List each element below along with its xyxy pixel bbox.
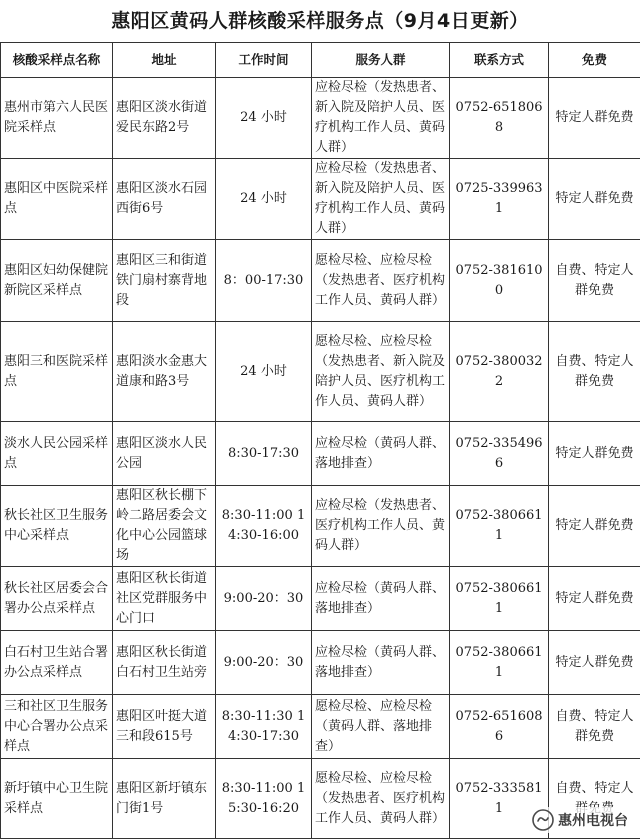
site-name-cell: 惠阳区中医院采样点 (1, 159, 113, 240)
address-cell: 惠阳淡水金惠大道康和路3号 (113, 322, 216, 422)
phone-cell: 0752-6516086 (450, 695, 549, 759)
service-population-cell: 应检尽检（发热患者、新入院及陪护人员、医疗机构工作人员、黄码人群） (312, 78, 450, 159)
site-name-cell: 惠阳区妇幼保健院新院区采样点 (1, 240, 113, 322)
phone-cell: 0752-3800322 (450, 322, 549, 422)
table-row (1, 159, 640, 240)
wechat-channel-icon (532, 809, 554, 831)
table-header-row (1, 43, 640, 78)
header-address: 地址 (113, 43, 216, 78)
site-name-cell: 秋长社区卫生服务中心采样点 (1, 486, 113, 567)
hours-cell: 8:30-17:30 (216, 422, 312, 486)
address-cell: 惠阳区秋长街道社区党群服务中心门口 (113, 567, 216, 631)
phone-cell: 0752-3335811 (450, 759, 549, 839)
phone-cell: 0752-6518068 (450, 78, 549, 159)
table-row (1, 422, 640, 486)
channel-watermark (528, 807, 632, 833)
table-row (1, 567, 640, 631)
table-row (1, 240, 640, 322)
fee-cell: 自费、特定人群免费 (549, 695, 640, 759)
address-cell: 惠阳区秋长街道白石村卫生站旁 (113, 631, 216, 695)
service-population-cell: 应检尽检（发热患者、新入院及陪护人员、医疗机构工作人员、黄码人群） (312, 159, 450, 240)
hours-cell: 9:00-20：30 (216, 567, 312, 631)
service-population-cell: 应检尽检（黄码人群、落地排查） (312, 422, 450, 486)
service-population-cell: 愿检尽检、应检尽检（黄码人群、落地排查） (312, 695, 450, 759)
hours-cell: 8:30-11:00 15:30-16:20 (216, 759, 312, 839)
sampling-sites-table (0, 42, 640, 839)
fee-cell: 特定人群免费 (549, 567, 640, 631)
fee-cell: 自费、特定人 (549, 759, 640, 839)
service-population-cell: 应检尽检（黄码人群、落地排查） (312, 631, 450, 695)
fee-cell: 自费、特定人群免费 (549, 322, 640, 422)
table-row (1, 695, 640, 759)
hours-cell: 24 小时 (216, 159, 312, 240)
service-population-cell: 应检尽检（黄码人群、落地排查） (312, 567, 450, 631)
phone-cell: 0752-3806611 (450, 631, 549, 695)
hours-cell: 9:00-20：30 (216, 631, 312, 695)
fee-cell: 特定人群免费 (549, 78, 640, 159)
address-cell: 惠阳区秋长棚下岭二路居委会文化中心公园篮球场 (113, 486, 216, 567)
address-cell: 惠阳区淡水街道爱民东路2号 (113, 78, 216, 159)
address-cell: 惠阳区淡水人民公园 (113, 422, 216, 486)
phone-cell: 0725-3399631 (450, 159, 549, 240)
fee-cell: 特定人群免费 (549, 159, 640, 240)
phone-cell: 0752-3354966 (450, 422, 549, 486)
service-population-cell: 应检尽检（发热患者、医疗机构工作人员、黄码人群） (312, 486, 450, 567)
watermark-text: 惠州电视台 (558, 813, 628, 829)
phone-cell: 0752-3816100 (450, 240, 549, 322)
site-name-cell: 淡水人民公园采样点 (1, 422, 113, 486)
site-name-cell: 三和社区卫生服务中心合署办公点采样点 (1, 695, 113, 759)
table-row (1, 486, 640, 567)
site-name-cell: 新圩镇中心卫生院采样点 (1, 759, 113, 839)
site-name-cell: 秋长社区居委会合署办公点采样点 (1, 567, 113, 631)
header-service-population: 服务人群 (312, 43, 450, 78)
address-cell: 惠阳区叶挺大道三和段615号 (113, 695, 216, 759)
service-population-cell: 愿检尽检、应检尽检（发热患者、医疗机构工作人员、黄码人群） (312, 759, 450, 839)
hours-cell: 8:30-11:00 14:30-16:00 (216, 486, 312, 567)
header-contact: 联系方式 (450, 43, 549, 78)
table-row (1, 322, 640, 422)
address-cell: 惠阳区三和街道铁门扇村寨背地段 (113, 240, 216, 322)
site-name-cell: 惠州市第六人民医院采样点 (1, 78, 113, 159)
table-row (1, 631, 640, 695)
table-row (1, 78, 640, 159)
page-title: 惠阳区黄码人群核酸采样服务点（9月4日更新） (111, 10, 529, 32)
address-cell: 惠阳区淡水石园西街6号 (113, 159, 216, 240)
phone-cell: 0752-3806611 (450, 567, 549, 631)
hours-cell: 8:30-11:30 14:30-17:30 (216, 695, 312, 759)
header-fee: 免费 (549, 43, 640, 78)
service-population-cell: 愿检尽检、应检尽检（发热患者、新入院及陪护人员、医疗机构工作人员、黄码人群） (312, 322, 450, 422)
fee-cell: 特定人群免费 (549, 631, 640, 695)
header-site-name: 核酸采样点名称 (1, 43, 113, 78)
fee-cell: 特定人群免费 (549, 486, 640, 567)
site-name-cell: 白石村卫生站合署办公点采样点 (1, 631, 113, 695)
site-name-cell: 惠阳三和医院采样点 (1, 322, 113, 422)
service-population-cell: 愿检尽检、应检尽检（发热患者、医疗机构工作人员、黄码人群） (312, 240, 450, 322)
fee-cell: 特定人群免费 (549, 422, 640, 486)
hours-cell: 24 小时 (216, 322, 312, 422)
fee-cell: 自费、特定人群免费 (549, 240, 640, 322)
hours-cell: 24 小时 (216, 78, 312, 159)
hours-cell: 8：00-17:30 (216, 240, 312, 322)
address-cell: 惠阳区新圩镇东门街1号 (113, 759, 216, 839)
phone-cell: 0752-3806611 (450, 486, 549, 567)
header-working-hours: 工作时间 (216, 43, 312, 78)
